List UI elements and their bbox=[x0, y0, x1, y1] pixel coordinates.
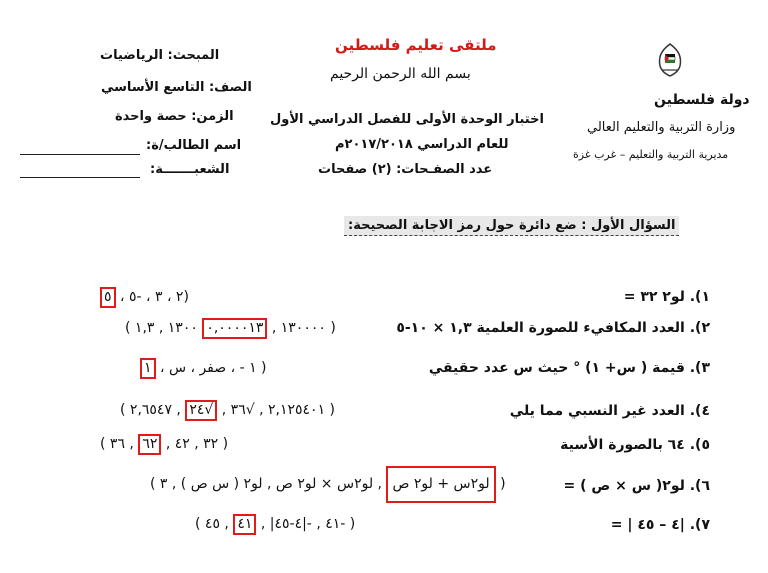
section-line[interactable] bbox=[20, 177, 140, 178]
section-label: الشعبـــــــة: bbox=[150, 162, 230, 177]
ministry-name: وزارة التربية والتعليم العالي bbox=[587, 120, 736, 135]
options-text: ( bbox=[500, 476, 506, 492]
answer-box[interactable]: لو٢س + لو٢ ص bbox=[386, 466, 495, 503]
grade-label: الصف: التاسع الأساسي bbox=[101, 80, 252, 95]
section-heading: السؤال الأول : ضع دائرة حول رمز الاجابة الصحيحة: bbox=[344, 216, 679, 236]
options-text: , ٢,٦٥٤٧ ) bbox=[120, 402, 181, 418]
question-options bbox=[100, 434, 228, 455]
state-name: دولة فلسطين bbox=[654, 92, 750, 108]
directorate-name: مديرية التربية والتعليم – غرب غزة bbox=[573, 148, 729, 161]
answer-box[interactable]: ٠,٠٠٠٠١٣ bbox=[202, 318, 267, 339]
answer-box[interactable]: ١ bbox=[140, 358, 156, 379]
options-text: ( -٤١ , -|٤-٤٥| , bbox=[260, 516, 356, 532]
palestine-emblem-icon bbox=[650, 40, 690, 80]
question-options bbox=[140, 358, 267, 379]
options-text: , لو٢س × لو٢ ص , لو٢ ( س ص ) , ٣ ) bbox=[150, 476, 382, 492]
question-options bbox=[100, 287, 189, 308]
options-text: , ٣٦ ) bbox=[100, 436, 134, 452]
question-options bbox=[195, 514, 355, 535]
question-options bbox=[120, 400, 335, 421]
time-label: الزمن: حصة واحدة bbox=[115, 109, 234, 124]
page-count: عدد الصفـحات: (٢) صفحات bbox=[318, 162, 493, 177]
question-options bbox=[150, 466, 506, 503]
forum-title: ملتقى تعليم فلسطين bbox=[335, 36, 497, 54]
options-text: ( ٢,١٢٥٤٠١ , √٣٦ , bbox=[221, 402, 336, 418]
basmala: بسم الله الرحمن الرحيم bbox=[330, 66, 471, 82]
answer-box[interactable]: ٤١ bbox=[233, 514, 256, 535]
question-options bbox=[125, 318, 336, 339]
subject-label: المبحث: الرياضيات bbox=[100, 48, 220, 63]
question-stem: ٤). العدد غير النسبي مما يلي bbox=[509, 403, 710, 419]
question-stem: ٢). العدد المكافيء للصورة العلمية ١,٣ × ١٠-٥ bbox=[396, 320, 710, 336]
academic-year: للعام الدراسي ٢٠١٧/٢٠١٨م bbox=[335, 137, 509, 152]
exam-title: اختبار الوحدة الأولى للفصل الدراسي الأول bbox=[270, 112, 544, 127]
question-stem: ٦). لو٢( س × ص ) = bbox=[563, 478, 710, 494]
question-stem: ٣). قيمة ( س+ ١) ° حيث س عدد حقيقي bbox=[428, 360, 710, 376]
question-stem: ٥). ٦٤ بالصورة الأسية bbox=[560, 437, 710, 453]
options-text: (٢ ، ٣ ، -٥ ، bbox=[115, 289, 189, 305]
answer-box[interactable]: ٥ bbox=[100, 287, 116, 308]
options-text: ( ٣٢ , ٤٢ , bbox=[165, 436, 229, 452]
options-text: ( ١ - ، صفر ، س ، bbox=[159, 360, 267, 376]
student-name-label: اسم الطالب/ة: bbox=[146, 138, 242, 153]
question-stem: ٧). |٤ – ٤٥ | = bbox=[610, 517, 710, 533]
options-text: ١٣٠٠ , ١,٣ ) bbox=[125, 320, 198, 336]
question-stem: ١). لو٢ ٣٢ = bbox=[623, 289, 710, 305]
student-name-line[interactable] bbox=[20, 154, 140, 155]
options-text: ( ١٣٠٠٠٠ , bbox=[271, 320, 336, 336]
answer-box[interactable]: ٦٢ bbox=[138, 434, 161, 455]
answer-box[interactable]: √٢٤ bbox=[185, 400, 217, 421]
options-text: , ٤٥ ) bbox=[195, 516, 229, 532]
